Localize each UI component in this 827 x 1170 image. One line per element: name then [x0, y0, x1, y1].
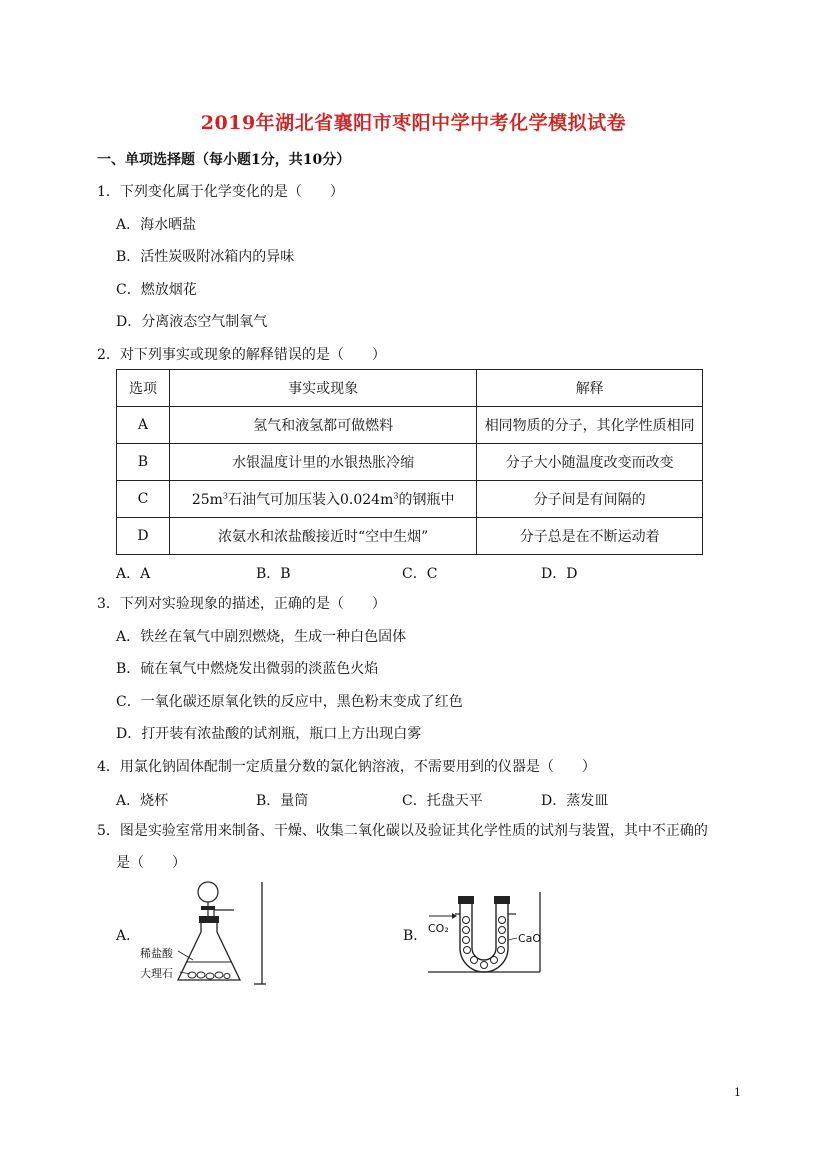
table-row — [117, 444, 703, 481]
q2-table — [116, 369, 703, 555]
q2-options — [116, 563, 716, 581]
q4-option-c: C．托盘天平 — [402, 793, 483, 809]
q2-option-b: B．B — [256, 566, 291, 582]
section-heading: 一、单项选择题（每小题1分，共10分） — [97, 152, 351, 168]
table-row — [117, 518, 703, 555]
figure-b-reagent-label: CaO — [518, 932, 542, 945]
table-cell-explanation: 分子间是有间隔的 — [477, 481, 703, 518]
q4-options — [116, 790, 716, 808]
q5-stem-line2: 是（ ） — [116, 855, 186, 871]
fact-text: 的钢瓶中 — [398, 492, 455, 508]
q5-figure-a-label: A． — [116, 928, 141, 944]
q3-option-c: C．一氧化碳还原氧化铁的反应中，黑色粉末变成了红色 — [116, 694, 463, 710]
q1-stem: 1．下列变化属于化学变化的是（ ） — [97, 184, 344, 200]
table-cell-fact — [169, 481, 476, 518]
superscript: 3 — [393, 491, 399, 501]
q1-option-b: B．活性炭吸附冰箱内的异味 — [116, 249, 295, 265]
table-header-cell: 选项 — [117, 370, 170, 407]
q3-option-d: D．打开装有浓盐酸的试剂瓶，瓶口上方出现白雾 — [116, 726, 422, 742]
q4-stem: 4．用氯化钠固体配制一定质量分数的氯化钠溶液，不需要用到的仪器是（ ） — [97, 759, 596, 775]
q2-option-c: C．C — [402, 566, 438, 582]
q2-stem: 2．对下列事实或现象的解释错误的是（ ） — [97, 347, 386, 363]
table-row — [117, 407, 703, 444]
q3-option-a: A．铁丝在氧气中剧烈燃烧，生成一种白色固体 — [116, 629, 407, 645]
fact-text: 石油气可加压装入0.024m — [228, 492, 394, 508]
table-cell-option: D — [117, 518, 170, 555]
fact-text: 25m — [191, 492, 223, 508]
table-cell-explanation: 分子大小随温度改变而改变 — [477, 444, 703, 481]
q1-option-a: A．海水晒盐 — [116, 217, 197, 233]
table-cell-option: B — [117, 444, 170, 481]
table-cell-option: C — [117, 481, 170, 518]
q4-option-d: D．蒸发皿 — [541, 793, 609, 809]
table-header-row — [117, 370, 703, 407]
table-cell-fact: 氢气和液氢都可做燃料 — [169, 407, 476, 444]
page-number: 1 — [734, 1086, 741, 1099]
q3-stem: 3．下列对实验现象的描述，正确的是（ ） — [97, 596, 386, 612]
q1-option-c: C．燃放烟花 — [116, 282, 197, 298]
table-header-cell: 事实或现象 — [169, 370, 476, 407]
q4-option-b: B．量筒 — [256, 793, 309, 809]
table-cell-explanation: 分子总是在不断运动着 — [477, 518, 703, 555]
table-row — [117, 481, 703, 518]
q2-option-d: D．D — [541, 566, 578, 582]
figure-a-label-marble: 大理石 — [140, 967, 173, 980]
q4-option-a: A．烧杯 — [116, 793, 169, 809]
q5-figure-b-label: B． — [403, 928, 428, 944]
table-cell-explanation: 相同物质的分子，其化学性质相同 — [477, 407, 703, 444]
q1-option-d: D．分离液态空气制氧气 — [116, 314, 268, 330]
q5-stem-line1: 5．图是实验室常用来制备、干燥、收集二氧化碳以及验证其化学性质的试剂与装置，其中不正确的 — [97, 823, 708, 839]
table-cell-fact: 水银温度计里的水银热胀冷缩 — [169, 444, 476, 481]
table-cell-option: A — [117, 407, 170, 444]
q3-option-b: B．硫在氧气中燃烧发出微弱的淡蓝色火焰 — [116, 661, 379, 677]
table-header-cell: 解释 — [477, 370, 703, 407]
figure-a-label-hydrochloric-acid: 稀盐酸 — [140, 947, 173, 960]
q2-option-a: A．A — [116, 566, 151, 582]
table-cell-fact: 浓氨水和浓盐酸接近时“空中生烟” — [169, 518, 476, 555]
figure-b-gas-label: CO₂ — [428, 922, 449, 935]
superscript: 3 — [222, 491, 229, 501]
page-title: 2019年湖北省襄阳市枣阳中学中考化学模拟试卷 — [200, 112, 627, 134]
